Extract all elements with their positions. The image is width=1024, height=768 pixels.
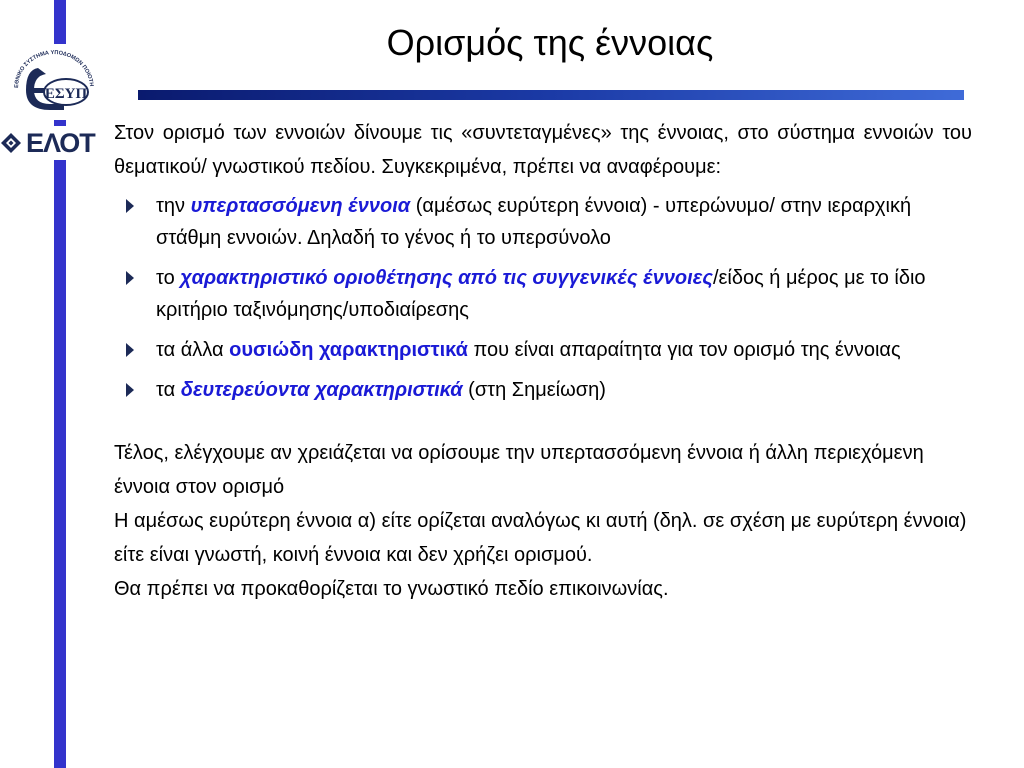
list-item — [114, 190, 972, 254]
elot-logo — [0, 126, 106, 160]
bullet-arrow-icon — [126, 343, 134, 357]
bullet-text-before: το — [156, 267, 181, 289]
elot-logo-text: ΕΛΟΤ — [26, 127, 95, 158]
esyp-logo-text: ΕΣΥΠ — [44, 86, 88, 102]
intro-paragraph: Στον ορισμό των εννοιών δίνουμε τις «συντεταγμένες» της έννοιας, στο σύστημα εννοιών του θεματικού/ γνωστικού πεδίου. Συγκεκριμένα, πρέπει να αναφέρουμε: — [114, 122, 972, 178]
bullet-text-before: την — [156, 195, 191, 217]
bullet-arrow-icon — [126, 383, 134, 397]
closing-paragraph: Η αμέσως ευρύτερη έννοια α) είτε ορίζεται αναλόγως κι αυτή (δηλ. σε σχέση με ευρύτερη έννοια) είτε είναι γνωστή, κοινή έννοια και δεν χρήζει ορισμού. — [114, 510, 967, 566]
esyp-ring-text: ΕΘΝΙΚΟ ΣΥΣΤΗΜΑ ΥΠΟΔΟΜΩΝ ΠΟΙΟΤΗ — [13, 49, 95, 89]
bullet-arrow-icon — [126, 271, 134, 285]
list-item — [114, 374, 972, 406]
bullet-text-after: /είδος ή μέρος με το ίδιο κριτήριο ταξινόμησης/υποδιαίρεσης — [156, 267, 926, 321]
closing-notes — [114, 436, 972, 606]
closing-paragraph: Τέλος, ελέγχουμε αν χρειάζεται να ορίσουμε την υπερτασσόμενη έννοια ή άλλη περιεχόμενη έννοια στον ορισμό — [114, 442, 924, 498]
bullet-text-before: τα άλλα — [156, 339, 230, 361]
criteria-list — [114, 190, 972, 406]
bullet-key-term: υπερτασσόμενη έννοια — [190, 195, 411, 217]
bullet-key-term: χαρακτηριστικό οριοθέτησης από τις συγγενικές έννοιες — [180, 267, 713, 289]
closing-paragraph: Θα πρέπει να προκαθορίζεται το γνωστικό πεδίο επικοινωνίας. — [114, 578, 669, 600]
bullet-text-after: (αμέσως ευρύτερη έννοια) - υπερώνυμο/ στην ιεραρχική στάθμη εννοιών. Δηλαδή το γένος ή το υπερσύνολο — [156, 195, 912, 249]
bullet-text-before: τα — [156, 379, 181, 401]
bullet-arrow-icon — [126, 199, 134, 213]
slide-title: Ορισμός της έννοιας — [386, 22, 714, 63]
elot-diamond-icon — [0, 132, 22, 154]
bullet-key-term: δευτερεύοντα χαρακτηριστικά — [180, 379, 463, 401]
list-item — [114, 334, 972, 366]
slide-body — [114, 116, 972, 606]
bullet-key-term: ουσιώδη χαρακτηριστικά — [229, 339, 468, 361]
esyp-emblem-icon — [8, 44, 100, 120]
bullet-text-after: που είναι απαραίτητα για τον ορισμό της έννοιας — [467, 339, 901, 361]
bullet-text-after: (στη Σημείωση) — [462, 379, 606, 401]
list-item — [114, 262, 972, 326]
esyp-logo — [8, 44, 100, 120]
title-underline-rule — [138, 90, 964, 100]
